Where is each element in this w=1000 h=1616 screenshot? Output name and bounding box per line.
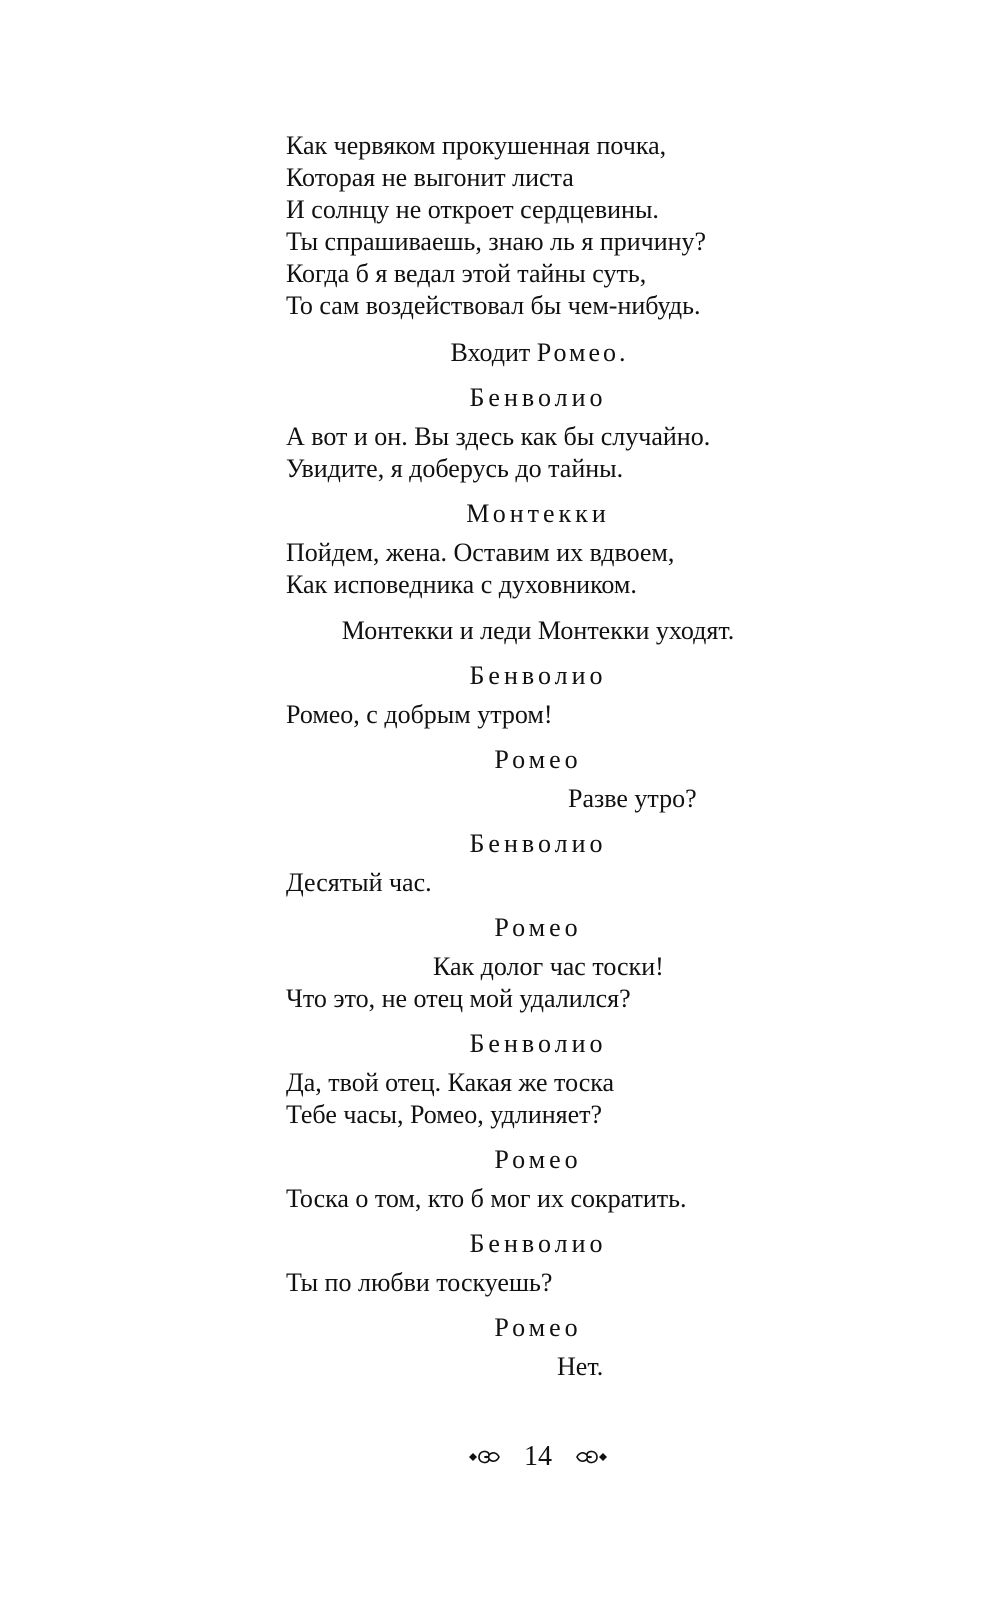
verse-line: Ромео, с добрым утром! xyxy=(286,700,553,729)
verse-line: А вот и он. Вы здесь как бы случайно. xyxy=(286,422,711,451)
verse-line: Что это, не отец мой удалился? xyxy=(286,984,631,1013)
speaker-name: Ромео xyxy=(494,1145,582,1174)
speaker-name: Бенволио xyxy=(469,1229,607,1258)
verse-line: Увидите, я доберусь до тайны. xyxy=(286,454,624,483)
page-number: 14 xyxy=(524,1440,552,1472)
stage-direction-suffix: . xyxy=(619,338,626,367)
speaker-name: Монтекки xyxy=(466,499,610,528)
verse-line: Пойдем, жена. Оставим их вдвоем, xyxy=(286,538,675,567)
verse-line: Которая не выгонит листа xyxy=(286,163,574,192)
scroll-ornament-icon xyxy=(467,1445,501,1469)
stage-direction xyxy=(0,337,1000,369)
page-footer xyxy=(0,1438,1000,1474)
speaker-name: Ромео xyxy=(494,913,582,942)
verse-line: Тоска о том, кто б мог их сократить. xyxy=(286,1184,687,1213)
verse-line: Ты по любви тоскуешь? xyxy=(286,1268,553,1297)
verse-line: Как исповедника с духовником. xyxy=(286,570,637,599)
verse-line: Ты спрашиваешь, знаю ль я причину? xyxy=(286,227,707,256)
speaker-name: Бенволио xyxy=(469,1029,607,1058)
speaker-name: Бенволио xyxy=(469,829,607,858)
verse-line: Когда б я ведал этой тайны суть, xyxy=(286,259,647,288)
verse-line: Десятый час. xyxy=(286,868,432,897)
verse-line: Тебе часы, Ромео, удлиняет? xyxy=(286,1100,603,1129)
stage-direction: Монтекки и леди Монтекки уходят. xyxy=(341,616,735,645)
stage-direction-name: Ромео xyxy=(536,338,620,367)
verse-line: Разве утро? xyxy=(568,784,697,813)
speaker-name: Ромео xyxy=(494,1313,582,1342)
stage-direction-prefix: Входит xyxy=(450,338,537,367)
verse-line: Нет. xyxy=(557,1352,604,1381)
speaker-name: Бенволио xyxy=(469,383,607,412)
verse-line: То сам воздействовал бы чем-нибудь. xyxy=(286,291,701,320)
scroll-ornament-icon xyxy=(575,1445,609,1469)
verse-line: И солнцу не откроет сердцевины. xyxy=(286,195,659,224)
speaker-name: Бенволио xyxy=(469,661,607,690)
verse-line: Да, твой отец. Какая же тоска xyxy=(286,1068,615,1097)
verse-line: Как червяком прокушенная почка, xyxy=(286,131,667,160)
speaker-name: Ромео xyxy=(494,745,582,774)
verse-line: Как долог час тоски! xyxy=(433,952,664,981)
